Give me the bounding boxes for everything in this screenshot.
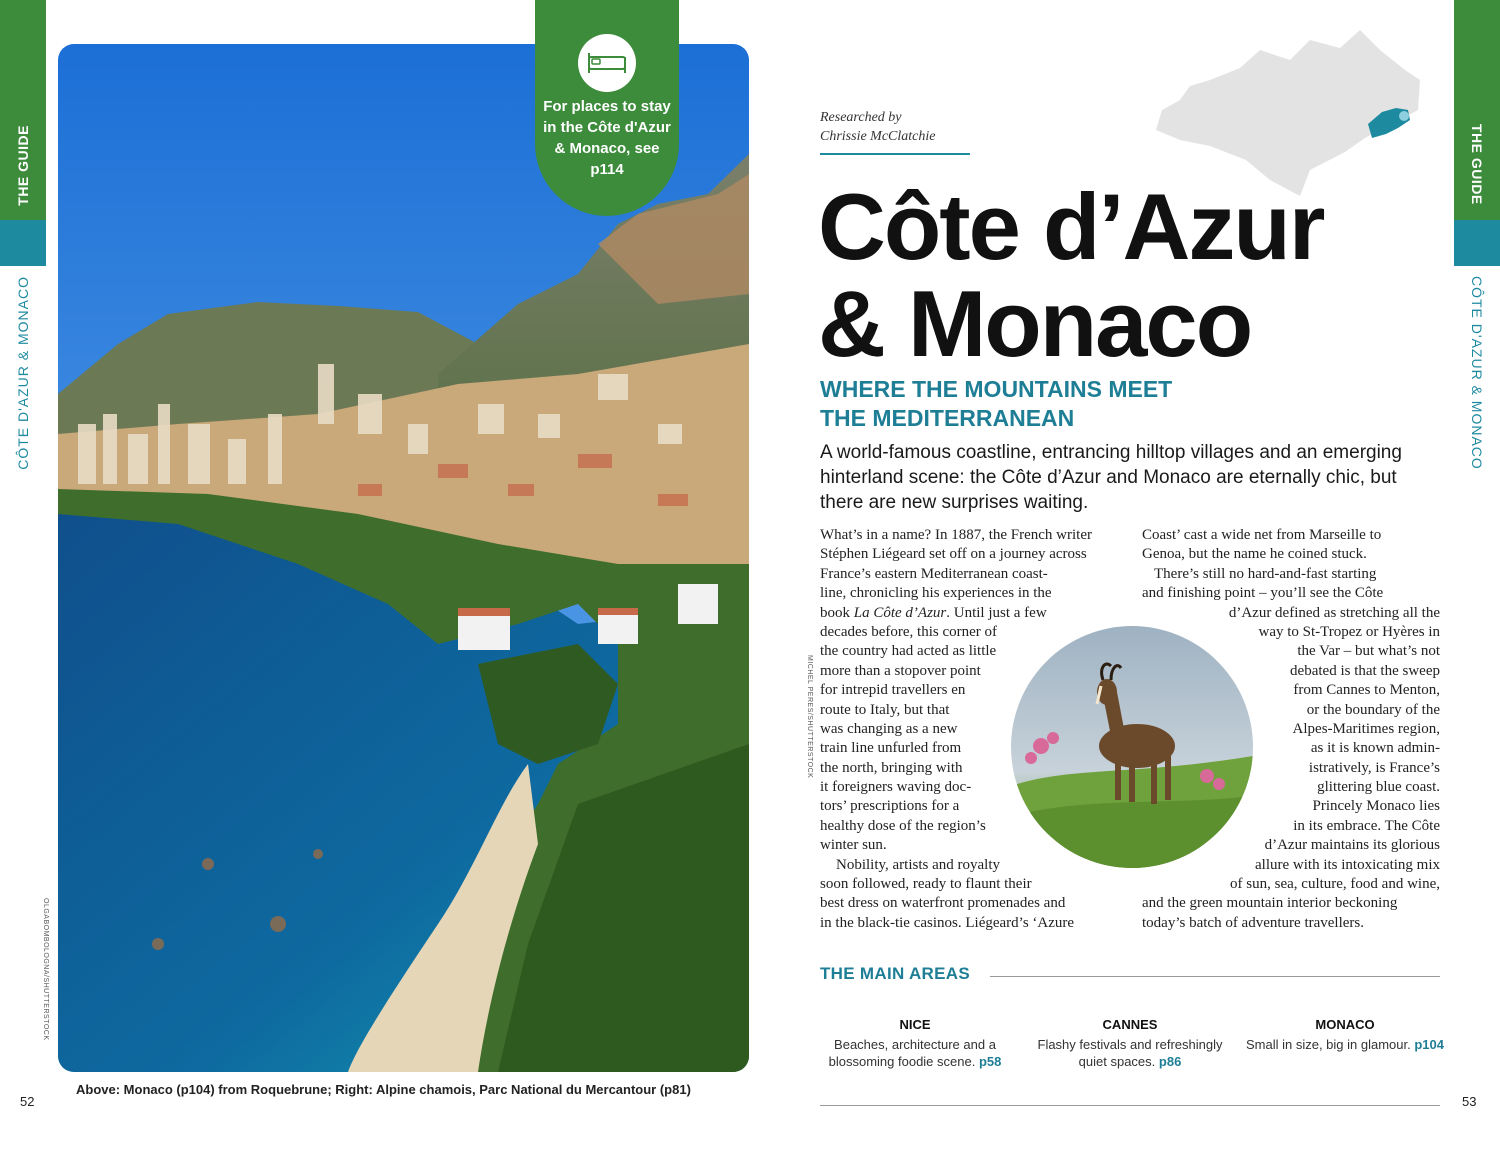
side-tab-chapter-label: CÔTE D'AZUR & MONACO [15,276,31,470]
body-line: best dress on waterfront promenades and [820,895,1066,912]
body-line: the north, bringing with [820,759,963,776]
body-line: d’Azur defined as stretching all the [1228,604,1440,621]
places-to-stay-badge[interactable] [535,0,679,216]
bottom-rule [820,1105,1440,1106]
main-areas-rule [990,976,1440,977]
area-desc: Beaches, architecture and a blossoming foodie scene. [828,1037,996,1069]
chamois-photo [1011,626,1253,868]
body-line: decades before, this corner of [820,623,997,640]
body-line: was changing as a new [820,720,958,737]
body-line: the country had acted as little [820,643,997,660]
body-line: Alpes-Maritimes region, [1292,720,1440,737]
body-line: Genoa, but the name he coined stuck. [1142,546,1367,563]
body-line: d’Azur maintains its glorious [1264,837,1440,854]
body-line: more than a stopover point [820,662,981,679]
body-line: for intrepid travellers en [820,682,966,699]
body-line: train line unfurled from [820,740,962,757]
side-tab-left [0,0,46,480]
body-line: today’s batch of adventure travellers. [1142,914,1364,931]
area-monaco[interactable] [1240,1016,1450,1053]
body-line: What’s in a name? In 1887, the French writer [820,527,1092,543]
page-subtitle-line-2: THE MEDITERRANEAN [820,405,1075,431]
bed-icon [578,34,636,92]
body-line: istratively, is France’s [1308,759,1440,776]
body-line: winter sun. [820,837,887,854]
body-line: debated is that the sweep [1290,662,1440,679]
body-line: and the green mountain interior beckoning [1142,895,1398,912]
intro-paragraph: A world-famous coastline, entrancing hilltop villages and an emerging hinterland scene: the Côte d’Azur and Monaco are eternally chic, but there are new surprises waiting. [820,442,1402,513]
body-line: in the black-tie casinos. Liégeard’s ‘Azure [820,914,1075,931]
page-number-right: 53 [1462,1094,1477,1109]
page-title [818,174,1324,376]
page-title-line-2: & Monaco [818,271,1252,376]
body-line: it foreigners waving doc- [820,779,972,796]
area-desc: Small in size, big in glamour. [1245,1037,1411,1052]
body-line: glittering blue coast. [1317,779,1440,796]
main-photo-credit: OLGABOMBOLOGNA/SHUTTERSTOCK [42,898,49,1041]
area-name: NICE [899,1017,931,1032]
body-line: from Cannes to Menton, [1293,682,1440,699]
body-line: in its embrace. The Côte [1293,817,1440,834]
side-tab-teal [1454,220,1500,266]
side-tab-teal [0,220,46,266]
page-title-line-1: Côte d’Azur [818,174,1324,279]
researcher-name: Chrissie McClatchie [820,129,936,144]
region-locator-map [1150,20,1425,200]
body-line: France’s eastern Mediterranean coast- [820,565,1048,582]
body-line: way to St-Tropez or Hyères in [1258,623,1440,640]
photo-caption: Above: Monaco (p104) from Roquebrune; Right: Alpine chamois, Parc National du Mercantour (p81) [76,1082,691,1097]
area-page-ref[interactable]: p104 [1414,1037,1444,1052]
body-line: line, chronicling his experiences in the [820,585,1052,602]
area-name: MONACO [1315,1017,1375,1032]
body-line: Coast’ cast a wide net from Marseille to [1142,527,1382,543]
side-tab-guide-label: THE GUIDE [15,125,31,206]
side-tab-guide-label: THE GUIDE [1469,124,1485,205]
body-line: allure with its intoxicating mix [1255,856,1440,873]
side-tab-right [1454,0,1500,480]
body-line: or the boundary of the [1306,701,1440,718]
side-tab-chapter-label: CÔTE D'AZUR & MONACO [1469,276,1485,470]
main-areas-heading: THE MAIN AREAS [820,964,970,983]
page-subtitle-line-1: WHERE THE MOUNTAINS MEET [820,376,1173,402]
body-line: as it is known admin- [1310,740,1440,757]
researched-rule [820,153,970,155]
body-line: and finishing point – you’ll see the Côte [1142,585,1384,602]
body-line: tors’ prescriptions for a [820,798,960,815]
page-subtitle [820,375,1172,433]
body-line: There’s still no hard-and-fast starting [1154,565,1377,582]
body-line: healthy dose of the region’s [820,817,986,834]
area-nice[interactable] [810,1016,1020,1070]
body-line: the Var – but what’s not [1297,643,1440,660]
body-line: Stéphen Liégeard set off on a journey across [820,546,1087,563]
body-line: Nobility, artists and royalty [836,856,1001,873]
body-line: Princely Monaco lies [1312,798,1440,815]
area-page-ref[interactable]: p86 [1158,1054,1182,1069]
page-number-left: 52 [20,1094,35,1109]
area-desc: Flashy festivals and refreshingly quiet spaces. [1037,1037,1223,1069]
body-line: of sun, sea, culture, food and wine, [1230,876,1440,893]
body-line: book La Côte d’Azur. Until just a few [820,604,1047,621]
places-to-stay-text: For places to stay in the Côte d'Azur & Monaco, see p114 [543,98,671,178]
body-line: route to Italy, but that [820,701,950,718]
researched-by [820,108,936,146]
researched-by-label: Researched by [820,110,902,125]
area-cannes[interactable] [1025,1016,1235,1070]
chamois-photo-credit: MICHEL PERES/SHUTTERSTOCK [806,655,813,779]
body-line: soon followed, ready to flaunt their [820,876,1032,893]
area-name: CANNES [1102,1017,1158,1032]
area-page-ref[interactable]: p58 [978,1054,1002,1069]
